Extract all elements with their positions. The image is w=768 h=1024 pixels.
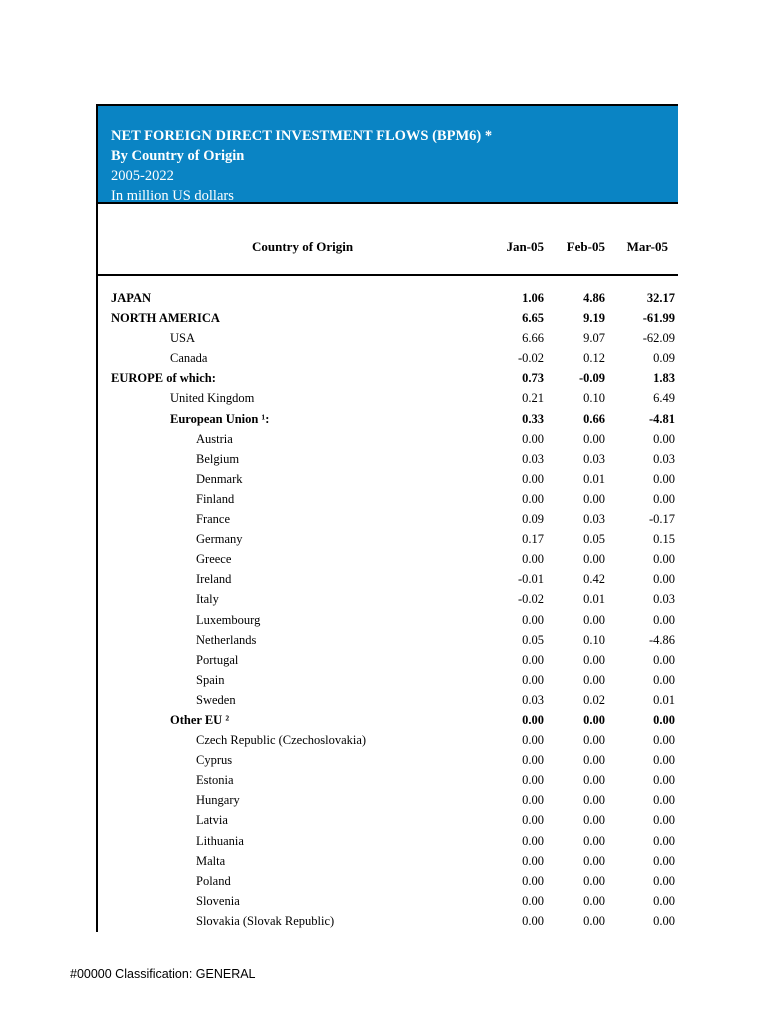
table-row [98,651,678,671]
row-label: Poland [196,873,231,888]
row-value-mar-05: 0.00 [653,612,675,627]
table-row [98,570,678,590]
row-value-mar-05: 0.00 [653,471,675,486]
row-value-mar-05: 0.00 [653,753,675,768]
row-value-feb-05: 0.00 [583,652,605,667]
row-label: Portugal [196,652,239,667]
row-value-jan-05: 0.00 [522,612,544,627]
row-value-mar-05: 0.00 [653,833,675,848]
row-value-feb-05: 0.66 [583,411,605,426]
row-label: Greece [196,552,232,567]
row-value-feb-05: 0.00 [583,712,605,727]
row-label: Estonia [196,773,234,788]
row-label: USA [170,331,196,346]
row-value-feb-05: 0.01 [583,592,605,607]
row-value-mar-05: 0.00 [653,552,675,567]
row-value-jan-05: 0.00 [522,733,544,748]
table-row [98,751,678,771]
row-value-feb-05: 0.00 [583,893,605,908]
row-value-jan-05: 0.00 [522,913,544,928]
row-value-mar-05: 0.00 [653,873,675,888]
row-value-mar-05: 0.00 [653,853,675,868]
row-value-mar-05: 1.83 [653,371,675,386]
row-value-feb-05: 0.00 [583,773,605,788]
row-label: Luxembourg [196,612,261,627]
row-value-feb-05: 0.01 [583,471,605,486]
row-value-mar-05: 0.03 [653,592,675,607]
row-value-feb-05: 0.00 [583,733,605,748]
row-value-mar-05: 6.49 [653,391,675,406]
row-value-jan-05: 0.00 [522,853,544,868]
table-row [98,450,678,470]
table-body [98,276,678,932]
table-row [98,530,678,550]
row-value-feb-05: 9.19 [583,311,605,326]
row-value-feb-05: 0.00 [583,491,605,506]
row-value-feb-05: 0.10 [583,391,605,406]
period-range: 2005-2022 [111,168,174,184]
row-value-mar-05: 0.00 [653,652,675,667]
row-value-mar-05: 0.00 [653,913,675,928]
row-label: Hungary [196,793,240,808]
row-value-jan-05: 0.00 [522,672,544,687]
row-label: Czech Republic (Czechoslovakia) [196,733,367,748]
row-label: Ireland [196,572,232,587]
table-row [98,470,678,490]
row-value-feb-05: 0.00 [583,833,605,848]
table-title: NET FOREIGN DIRECT INVESTMENT FLOWS (BPM6) * [111,128,493,144]
row-label: France [196,512,231,527]
row-value-feb-05: 0.03 [583,512,605,527]
row-value-mar-05: -61.99 [642,311,675,326]
row-value-jan-05: 0.03 [522,451,544,466]
row-value-mar-05: 0.00 [653,793,675,808]
table-row [98,349,678,369]
row-value-mar-05: 0.09 [653,351,675,366]
table-row [98,771,678,791]
row-value-feb-05: 0.00 [583,853,605,868]
row-label: NORTH AMERICA [111,311,220,326]
spreadsheet-table [96,104,678,932]
row-value-mar-05: 0.00 [653,893,675,908]
row-value-mar-05: 32.17 [646,291,675,305]
row-value-jan-05: 0.00 [522,652,544,667]
table-row [98,309,678,329]
row-value-mar-05: -4.81 [648,411,675,426]
row-value-jan-05: 0.00 [522,431,544,446]
row-value-feb-05: 0.00 [583,552,605,567]
table-row [98,430,678,450]
row-value-feb-05: 4.86 [583,291,605,305]
row-value-mar-05: 0.00 [653,733,675,748]
row-label: United Kingdom [170,391,255,406]
row-label: European Union ¹: [170,411,270,426]
row-value-jan-05: 0.00 [522,712,544,727]
table-row [98,389,678,409]
row-value-mar-05: 0.00 [653,572,675,587]
row-value-mar-05: 0.00 [653,672,675,687]
table-row [98,590,678,610]
row-label: Denmark [196,471,243,486]
row-label: Sweden [196,692,236,707]
table-row [98,410,678,430]
row-value-feb-05: 0.00 [583,873,605,888]
column-header-country: Country of Origin [252,239,354,254]
row-value-jan-05: 0.00 [522,813,544,828]
row-value-feb-05: 0.00 [583,672,605,687]
row-value-feb-05: 0.00 [583,753,605,768]
table-row [98,671,678,691]
row-value-jan-05: 0.00 [522,893,544,908]
row-value-feb-05: 0.12 [583,351,605,366]
row-value-mar-05: -0.17 [648,512,675,527]
row-value-jan-05: 0.00 [522,471,544,486]
row-label: Germany [196,532,243,547]
row-value-jan-05: -0.01 [517,572,544,587]
row-label: Slovenia [196,893,240,908]
row-value-feb-05: 0.42 [583,572,605,587]
row-label: JAPAN [111,291,152,305]
row-label: Finland [196,491,235,506]
row-value-jan-05: 0.05 [522,632,544,647]
row-value-jan-05: 0.00 [522,753,544,768]
row-value-jan-05: 0.00 [522,873,544,888]
table-row [98,691,678,711]
row-value-jan-05: 1.06 [522,291,544,305]
row-value-feb-05: 9.07 [583,331,605,346]
table-row [98,289,678,309]
row-label: Lithuania [196,833,244,848]
row-value-feb-05: 0.00 [583,431,605,446]
row-label: Canada [170,351,208,366]
row-value-feb-05: 0.00 [583,612,605,627]
table-row [98,550,678,570]
row-value-feb-05: 0.00 [583,793,605,808]
row-label: Cyprus [196,753,233,768]
row-label: Austria [196,431,233,446]
row-value-jan-05: 0.00 [522,552,544,567]
unit-label: In million US dollars [111,188,234,204]
row-value-jan-05: 0.03 [522,692,544,707]
row-value-jan-05: 0.73 [522,371,544,386]
row-value-jan-05: -0.02 [517,592,544,607]
row-value-mar-05: 0.00 [653,491,675,506]
table-row [98,490,678,510]
table-row [98,731,678,751]
row-value-mar-05: 0.00 [653,813,675,828]
row-value-jan-05: 0.33 [522,411,544,426]
row-value-jan-05: 0.09 [522,512,544,527]
table-row [98,631,678,651]
row-value-mar-05: 0.00 [653,773,675,788]
row-label: Other EU ² [170,712,230,727]
row-value-jan-05: 0.00 [522,491,544,506]
row-value-mar-05: 0.03 [653,451,675,466]
row-value-feb-05: 0.10 [583,632,605,647]
row-label: Netherlands [196,632,257,647]
table-row [98,832,678,852]
row-label: Malta [196,853,226,868]
column-header-jan-05: Jan-05 [506,239,544,254]
row-value-jan-05: 0.17 [522,532,544,547]
table-row [98,329,678,349]
row-value-feb-05: 0.05 [583,532,605,547]
table-row [98,369,678,389]
table-row [98,611,678,631]
table-row [98,711,678,731]
row-value-jan-05: 0.21 [522,391,544,406]
table-row [98,852,678,872]
row-label: Spain [196,672,225,687]
table-row [98,510,678,530]
table-row [98,892,678,912]
row-label: Latvia [196,813,228,828]
column-header-mar-05: Mar-05 [626,239,668,254]
row-value-mar-05: 0.00 [653,431,675,446]
title-banner [98,104,678,204]
row-value-jan-05: -0.02 [517,351,544,366]
row-value-feb-05: 0.00 [583,813,605,828]
row-value-mar-05: -62.09 [642,331,675,346]
column-header-feb-05: Feb-05 [566,239,605,254]
column-header-row [98,204,678,276]
table-row [98,872,678,892]
classification-footer: #00000 Classification: GENERAL [70,967,256,981]
table-row [98,791,678,811]
row-value-jan-05: 0.00 [522,793,544,808]
row-value-mar-05: 0.01 [653,692,675,707]
row-label: Italy [196,592,219,607]
row-label: Slovakia (Slovak Republic) [196,913,335,928]
row-value-mar-05: 0.15 [653,532,675,547]
table-row [98,912,678,932]
row-value-jan-05: 6.65 [522,311,544,326]
row-value-jan-05: 0.00 [522,773,544,788]
row-label: EUROPE of which: [111,371,216,386]
row-value-feb-05: 0.02 [583,692,605,707]
row-value-mar-05: -4.86 [648,632,675,647]
row-value-jan-05: 6.66 [522,331,544,346]
row-value-feb-05: 0.00 [583,913,605,928]
row-value-feb-05: 0.03 [583,451,605,466]
row-label: Belgium [196,451,240,466]
table-row [98,811,678,831]
table-subtitle: By Country of Origin [111,148,245,164]
row-value-mar-05: 0.00 [653,712,675,727]
row-value-jan-05: 0.00 [522,833,544,848]
row-value-feb-05: -0.09 [578,371,605,386]
